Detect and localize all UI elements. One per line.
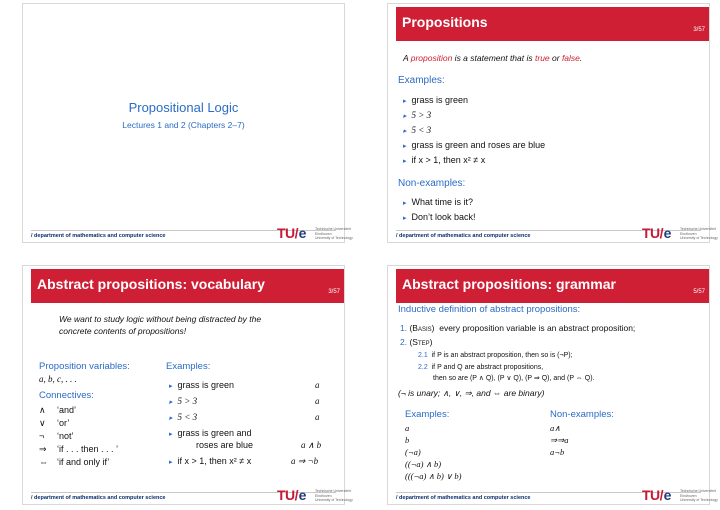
arity-note: (¬ is unary; ∧, ∨, ⇒, and ⇔ are binary)	[398, 388, 545, 398]
list-item: ▸ 5 < 3	[403, 125, 431, 135]
lecture-subtitle: Lectures 1 and 2 (Chapters 2–7)	[122, 120, 245, 130]
intro-line: We want to study logic without being distracted by the	[59, 314, 262, 324]
slide-number: 3/57	[693, 27, 705, 33]
nonexamples-heading: Non-examples:	[398, 178, 466, 189]
intro-line: concrete contents of propositions!	[59, 326, 187, 336]
list-item: ▸ grass is green	[403, 95, 468, 105]
connective-and: ∧ ‘and’	[39, 405, 77, 415]
slide-title: Propositions	[402, 14, 488, 30]
list-item: ▸ if x > 1, then x² ≠ x	[403, 155, 485, 165]
list-item: ▸ 5 < 3	[169, 412, 197, 422]
rule-step-2: 2.2 if P and Q are abstract propositions,	[418, 364, 544, 371]
university-name: Technische Universiteit Eindhoven University of Technology	[315, 227, 353, 240]
slide-title: Abstract propositions: vocabulary	[37, 276, 265, 292]
abstract-form: a	[315, 412, 320, 422]
examples-heading: Examples:	[398, 75, 445, 86]
abstract-form: a ∧ b	[301, 440, 322, 450]
list-item: b	[405, 435, 410, 445]
list-item: ((¬a) ∧ b)	[405, 459, 442, 469]
rule-step-1: 2.1 if P is an abstract proposition, then so is (¬P);	[418, 352, 573, 359]
department-label: / department of mathematics and computer science	[31, 233, 166, 239]
nonexamples-heading: Non-examples:	[550, 409, 614, 420]
connective-or: ∨ ‘or’	[39, 418, 70, 428]
list-item: ▸ if x > 1, then x² ≠ x	[169, 456, 251, 466]
slide-title-bar	[396, 7, 709, 41]
propvars-list: a, b, c, . . .	[39, 374, 77, 384]
connective-implies: ⇒ ‘if . . . then . . . ’	[39, 444, 119, 454]
department-label: / department of mathematics and computer science	[31, 495, 166, 501]
slide-vocabulary	[22, 265, 353, 505]
tue-logo: TU/e Technische Universiteit Eindhoven University of Technology	[642, 487, 718, 503]
connective-iff: ⇔ ‘if and only if’	[39, 457, 110, 467]
list-item: (((¬a) ∧ b) ∨ b)	[405, 471, 462, 481]
slide-title: Abstract propositions: grammar	[402, 276, 616, 292]
list-item: (¬a)	[405, 447, 421, 457]
examples-heading: Examples:	[405, 409, 450, 420]
slide-title-bar	[396, 269, 709, 303]
propvars-heading: Proposition variables:	[39, 361, 130, 372]
lecture-title: Propositional Logic	[128, 100, 239, 115]
list-item: a∧	[550, 423, 561, 433]
slide-grammar	[387, 265, 718, 505]
rule-step-2-cont: then so are (P ∧ Q), (P ∨ Q), (P ⇒ Q), and (P ⇔ Q).	[433, 375, 595, 382]
list-item: ▸ 5 > 3	[169, 396, 197, 406]
list-item: ▸ grass is green and	[169, 428, 252, 438]
tue-logo: TU/e Technische Universiteit Eindhoven University of Technology	[277, 487, 353, 503]
slide-title-bar	[31, 269, 344, 303]
list-item: a	[405, 423, 410, 433]
slide-title	[22, 3, 353, 243]
list-item: ⇒⇒a	[550, 435, 569, 445]
proposition-definition: A proposition is a statement that is true or false.	[403, 53, 583, 63]
university-name: Technische Universiteit Eindhoven University of Technology	[680, 489, 718, 502]
slide-propositions	[387, 3, 718, 243]
slide-number: 3/57	[328, 289, 340, 295]
list-item-continuation: roses are blue	[196, 440, 254, 450]
rule-step: 2. (Step)	[400, 337, 433, 347]
list-item: ▸ What time is it?	[403, 197, 473, 207]
university-name: Technische Universiteit Eindhoven University of Technology	[315, 489, 353, 502]
list-item: ▸ 5 > 3	[403, 110, 431, 120]
connective-not: ¬ ‘not’	[39, 431, 74, 441]
tue-logo: TU/e Technische Universiteit Eindhoven University of Technology	[277, 225, 353, 241]
list-item: ▸ grass is green and roses are blue	[403, 140, 545, 150]
department-label: / department of mathematics and computer science	[396, 495, 531, 501]
list-item: a¬b	[550, 447, 565, 457]
definition-heading: Inductive definition of abstract propositions:	[398, 304, 581, 315]
tue-logo: TU/e Technische Universiteit Eindhoven University of Technology	[642, 225, 718, 241]
list-item: ▸ grass is green	[169, 380, 234, 390]
examples-heading: Examples:	[166, 361, 211, 372]
department-label: / department of mathematics and computer science	[396, 233, 531, 239]
abstract-form: a	[315, 396, 320, 406]
rule-basis: 1. (Basis) every proposition variable is an abstract proposition;	[400, 323, 636, 333]
slide-number: 5/57	[693, 289, 705, 295]
connectives-heading: Connectives:	[39, 390, 94, 401]
university-name: Technische Universiteit Eindhoven University of Technology	[680, 227, 718, 240]
abstract-form: a ⇒ ¬b	[291, 456, 319, 466]
abstract-form: a	[315, 380, 320, 390]
list-item: ▸ Don’t look back!	[403, 212, 476, 222]
